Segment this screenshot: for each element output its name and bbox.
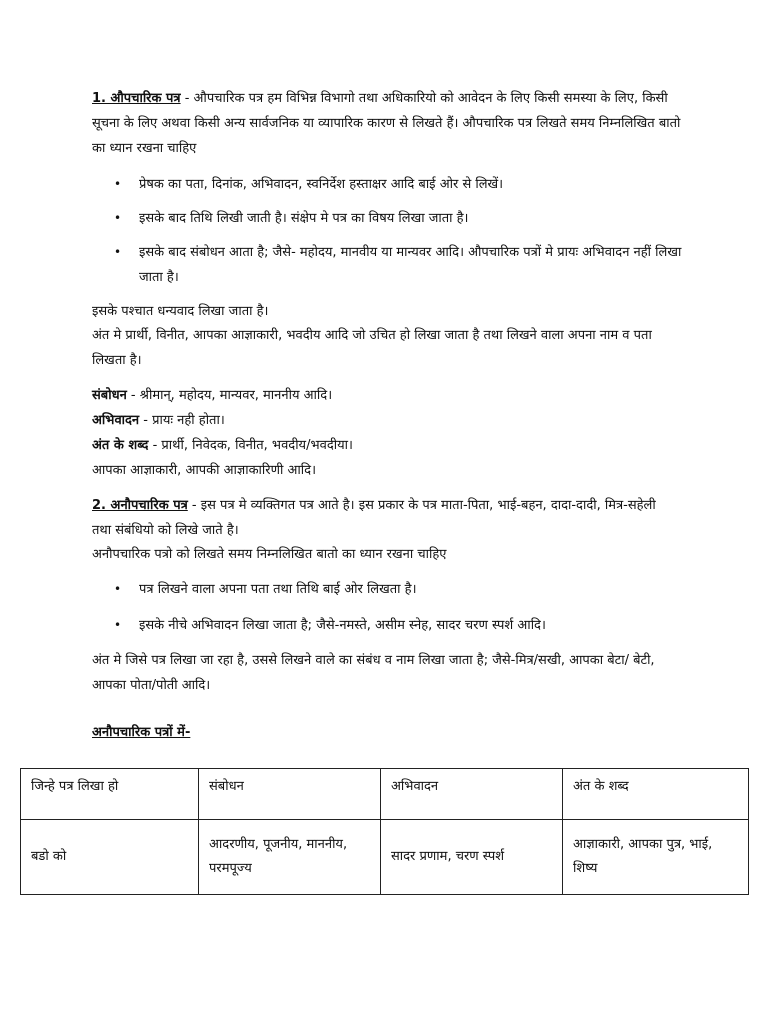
list-item: • इसके बाद तिथि लिखी जाती है। संक्षेप मे पत्र का विषय लिखा जाता है। <box>92 206 692 231</box>
informal-intro-text: - इस पत्र मे व्यक्तिगत पत्र आते है। इस प्रकार के पत्र माता-पिता, भाई-बहन, दादा-दादी, मित्र-सहेली तथा संबंधियो को लिखे जाते है। <box>92 498 656 538</box>
bullet-icon: • <box>114 582 122 596</box>
list-item: • इसके बाद संबोधन आता है; जैसे- महोदय, मानवीय या मान्यवर आदि। औपचारिक पत्रों मे प्रायः अभिवादन नहीं लिखा जाता है। <box>92 240 692 290</box>
table-cell: बडो को <box>21 820 199 895</box>
informal-heading: 2. अनौपचारिक पत्र <box>92 498 188 513</box>
table-cell: आदरणीय, पूजनीय, माननीय, परमपूज्य <box>199 820 381 895</box>
informal-closing-paragraph: अंत मे जिसे पत्र लिखा जा रहा है, उससे लिखने वाले का संबंध व नाम लिखा जाता है; जैसे-मित्र/सखी, आपका बेटा/ बेटी, आपका पोता/पोती आदि। <box>92 653 655 693</box>
informal-bullet-list <box>92 577 692 638</box>
bullet-icon: • <box>114 177 122 191</box>
bullet-icon: • <box>114 245 122 259</box>
table-heading: अनौपचारिक पत्रों में- <box>92 725 191 740</box>
bullet-icon: • <box>114 618 122 632</box>
formal-bullet-list <box>92 172 692 290</box>
term-line: आपका आज्ञाकारी, आपकी आज्ञाकारिणी आदि। <box>92 463 316 478</box>
formal-intro-text: - औपचारिक पत्र हम विभिन्न विभागो तथा अधिकारियो को आवेदन के लिए किसी समस्या के लिए, किसी सूचना के लिए अथवा किसी अन्य सार्वजनिक या व्यापारिक कारण से लिखते हैं। औपचारिक पत्र लिखते समय निम्नलिखित बातो का ध्यान रखना चाहिए <box>92 91 681 156</box>
formal-intro-paragraph <box>92 86 682 161</box>
informal-intro-paragraph <box>92 493 672 543</box>
table-header-cell: अंत के शब्द <box>563 769 749 820</box>
term-line: संबोधन - श्रीमान्, महोदय, मान्यवर, माननीय आदि। <box>92 388 333 403</box>
formal-terms <box>92 383 682 483</box>
table-cell: सादर प्रणाम, चरण स्पर्श <box>381 820 563 895</box>
table-header-cell: संबोधन <box>199 769 381 820</box>
salutation-table <box>20 768 749 895</box>
formal-thanks-paragraph: इसके पश्चात धन्यवाद लिखा जाता है। <box>92 304 269 319</box>
list-item: • प्रेषक का पता, दिनांक, अभिवादन, स्वनिर्देश हस्ताक्षर आदि बाई ओर से लिखें। <box>92 172 692 197</box>
bullet-icon: • <box>114 211 122 225</box>
term-line: अंत के शब्द - प्रार्थी, निवेदक, विनीत, भवदीय/भवदीया। <box>92 438 353 453</box>
informal-note: अनौपचारिक पत्रो को लिखते समय निम्नलिखित बातो का ध्यान रखना चाहिए <box>92 547 447 562</box>
table-header-cell: अभिवादन <box>381 769 563 820</box>
formal-heading: 1. औपचारिक पत्र <box>92 91 181 106</box>
table-header-cell: जिन्हे पत्र लिखा हो <box>21 769 199 820</box>
formal-closing-paragraph: अंत मे प्रार्थी, विनीत, आपका आज्ञाकारी, भवदीय आदि जो उचित हो लिखा जाता है तथा लिखने वाला अपना नाम व पता लिखता है। <box>92 328 652 368</box>
table-row <box>21 820 749 895</box>
list-item: • पत्र लिखने वाला अपना पता तथा तिथि बाई ओर लिखता है। <box>92 577 692 602</box>
list-item: • इसके नीचे अभिवादन लिखा जाता है; जैसे-नमस्ते, असीम स्नेह, सादर चरण स्पर्श आदि। <box>92 613 692 638</box>
table-cell: आज्ञाकारी, आपका पुत्र, भाई, शिष्य <box>563 820 749 895</box>
table-header-row <box>21 769 749 820</box>
term-line: अभिवादन - प्रायः नही होता। <box>92 413 225 428</box>
